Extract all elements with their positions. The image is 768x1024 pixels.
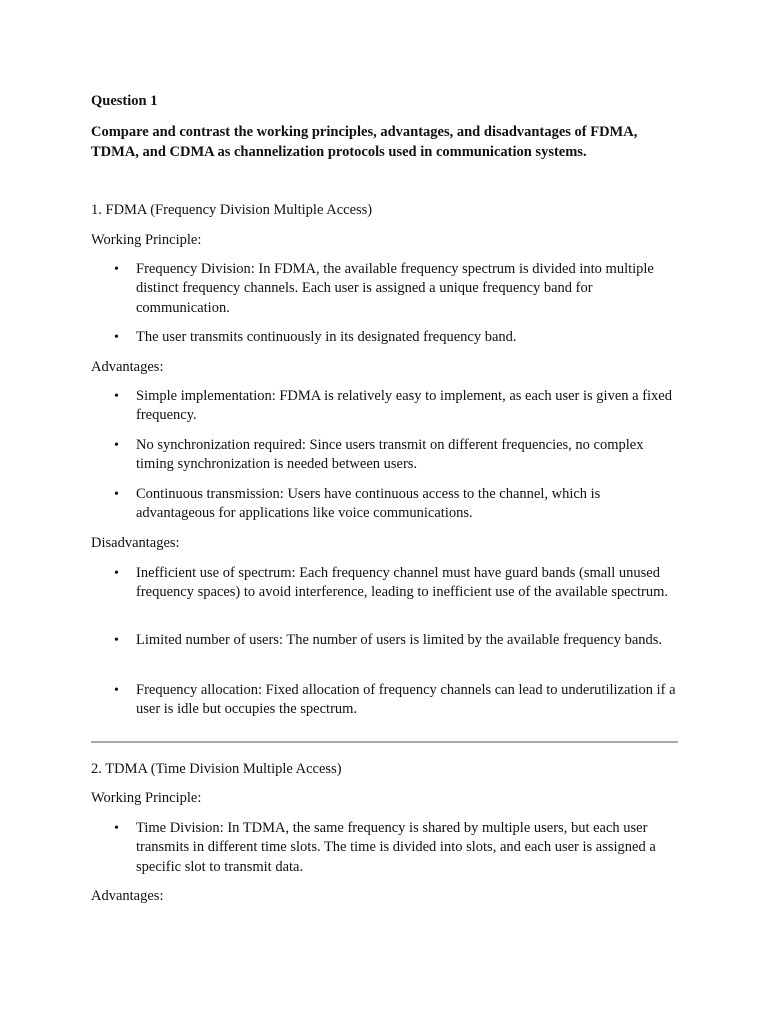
fdma-advantages-list-2 <box>91 436 681 475</box>
list-item: • Simple implementation: FDMA is relatively easy to implement, as each user is given a fixed frequency. <box>91 387 681 426</box>
list-item: • Limited number of users: The number of users is limited by the available frequency bands. <box>91 631 681 650</box>
fdma-disadvantages-label: Disadvantages: <box>91 535 180 551</box>
tdma-advantages-label: Advantages: <box>91 888 164 904</box>
fdma-heading: 1. FDMA (Frequency Division Multiple Access) <box>91 202 373 218</box>
fdma-working-label: Working Principle: <box>91 232 202 248</box>
fdma-disadvantages-list-3 <box>91 681 681 720</box>
fdma-working-list <box>91 260 681 318</box>
fdma-disadvantages-list <box>91 564 681 603</box>
list-item: • No synchronization required: Since users transmit on different frequencies, no complex timing synchronization is needed between users. <box>91 436 681 475</box>
fdma-working-list-cont <box>91 328 681 347</box>
tdma-heading: 2. TDMA (Time Division Multiple Access) <box>91 761 342 777</box>
fdma-advantages-list <box>91 387 681 426</box>
list-item: • Continuous transmission: Users have continuous access to the channel, which is advantageous for applications like voice communications. <box>91 485 681 524</box>
list-item: • The user transmits continuously in its designated frequency band. <box>91 328 681 347</box>
question-text: Compare and contrast the working principles, advantages, and disadvantages of FDMA, TDMA, and CDMA as channelization protocols used in communication systems. <box>91 124 638 160</box>
list-item: • Time Division: In TDMA, the same frequency is shared by multiple users, but each user transmits in different time slots. The time is divided into slots, and each user is assigned a specific slot to transmit data. <box>91 819 681 877</box>
list-item: • Frequency Division: In FDMA, the available frequency spectrum is divided into multiple distinct frequency channels. Each user is assigned a unique frequency band for communication. <box>91 260 681 318</box>
tdma-working-label: Working Principle: <box>91 790 202 806</box>
list-item: • Inefficient use of spectrum: Each frequency channel must have guard bands (small unused frequency spaces) to avoid interference, leading to inefficient use of the available spectrum. <box>91 564 681 603</box>
section-divider <box>91 741 678 743</box>
fdma-advantages-label: Advantages: <box>91 359 164 375</box>
fdma-disadvantages-list-2 <box>91 631 681 650</box>
question-title: Question 1 <box>91 93 158 109</box>
fdma-advantages-list-3 <box>91 485 681 524</box>
tdma-working-list <box>91 819 681 877</box>
list-item: • Frequency allocation: Fixed allocation of frequency channels can lead to underutilization if a user is idle but occupies the spectrum. <box>91 681 681 720</box>
